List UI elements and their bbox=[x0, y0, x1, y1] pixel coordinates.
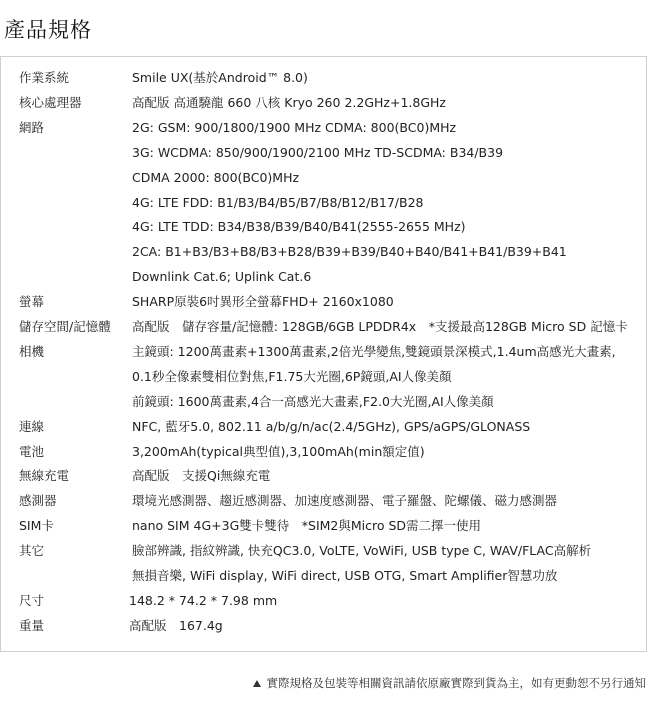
spec-value-line: 高配版 儲存容量/記憶體: 128GB/6GB LPDDR4x *支援最高128GB Micro SD 記憶卡 bbox=[132, 319, 628, 334]
spec-value-line: 無損音樂, WiFi display, WiFi direct, USB OTG, Smart Amplifier智慧功放 bbox=[132, 568, 558, 583]
spec-value-line: 3G: WCDMA: 850/900/1900/2100 MHz TD-SCDMA: B34/B39 bbox=[132, 144, 504, 160]
footer-note bbox=[253, 675, 647, 691]
spec-value-line: 4G: LTE TDD: B34/B38/B39/B40/B41(2555-2655 MHz) bbox=[132, 219, 466, 235]
spec-value-line: SHARP原裝6吋異形全螢幕FHD+ 2160x1080 bbox=[132, 294, 394, 310]
spec-value-line: Smile UX(基於Android™ 8.0) bbox=[132, 70, 308, 85]
spec-label: 電池 bbox=[19, 443, 45, 459]
spec-value-line: 前鏡頭: 1600萬畫素,4合一高感光大畫素,F2.0大光圈,AI人像美顏 bbox=[132, 393, 494, 409]
spec-label: 其它 bbox=[19, 543, 45, 559]
spec-label: 尺寸 bbox=[19, 592, 45, 608]
spec-value-line: 高配版 167.4g bbox=[129, 617, 223, 633]
spec-value-line: CDMA 2000: 800(BC0)MHz bbox=[132, 169, 300, 185]
spec-value-line: 臉部辨識, 指紋辨識, 快充QC3.0, VoLTE, VoWiFi, USB type C, WAV/FLAC高解析 bbox=[132, 543, 592, 559]
spec-label: 重量 bbox=[19, 617, 45, 633]
spec-value-line: 4G: LTE FDD: B1/B3/B4/B5/B7/B8/B12/B17/B28 bbox=[132, 194, 424, 210]
spec-label: 網路 bbox=[19, 119, 45, 135]
spec-value-line: 高配版 高通驍龍 660 八核 Kryo 260 2.2GHz+1.8GHz bbox=[132, 94, 446, 110]
spec-value-line: 3,200mAh(typical典型值),3,100mAh(min額定值) bbox=[132, 443, 425, 459]
spec-value-line: NFC, 藍牙5.0, 802.11 a/b/g/n/ac(2.4/5GHz), GPS/aGPS/GLONASS bbox=[132, 418, 531, 434]
spec-value-line: 高配版 支援Qi無線充電 bbox=[132, 468, 271, 484]
footer-note-text: 實際規格及包裝等相關資訊請依原廠實際到貨為主，如有更動恕不另行通知 bbox=[266, 676, 646, 690]
spec-label: 作業系統 bbox=[19, 70, 70, 85]
spec-value-line: 主鏡頭: 1200萬畫素+1300萬畫素,2倍光學變焦,雙鏡頭景深模式,1.4um高感光大畫素, bbox=[132, 343, 616, 359]
spec-value-line: 2G: GSM: 900/1800/1900 MHz CDMA: 800(BC0)MHz bbox=[132, 119, 457, 135]
spec-value-line: nano SIM 4G+3G雙卡雙待 *SIM2與Micro SD需二擇一使用 bbox=[132, 518, 482, 534]
page-title: 產品規格 bbox=[4, 18, 92, 42]
spec-label: 相機 bbox=[19, 343, 45, 359]
spec-label: 核心處理器 bbox=[19, 94, 82, 110]
warning-triangle-icon bbox=[253, 680, 261, 687]
spec-value-line: Downlink Cat.6; Uplink Cat.6 bbox=[132, 269, 312, 285]
spec-value-line: 2CA: B1+B3/B3+B8/B3+B28/B39+B39/B40+B40/B41+B41/B39+B41 bbox=[132, 244, 567, 260]
spec-label: 感測器 bbox=[19, 493, 57, 509]
spec-label: 無線充電 bbox=[19, 468, 70, 484]
spec-value-line: 環境光感測器、趨近感測器、加速度感測器、電子羅盤、陀螺儀、磁力感測器 bbox=[132, 493, 558, 509]
spec-value-line: 0.1秒全像素雙相位對焦,F1.75大光圈,6P鏡頭,AI人像美顏 bbox=[132, 368, 452, 384]
spec-label: 儲存空間/記憶體 bbox=[19, 319, 111, 334]
spec-label: 螢幕 bbox=[19, 294, 45, 310]
spec-label: SIM卡 bbox=[19, 518, 54, 534]
spec-value-line: 148.2 * 74.2 * 7.98 mm bbox=[129, 592, 278, 608]
spec-label: 連線 bbox=[19, 418, 45, 434]
